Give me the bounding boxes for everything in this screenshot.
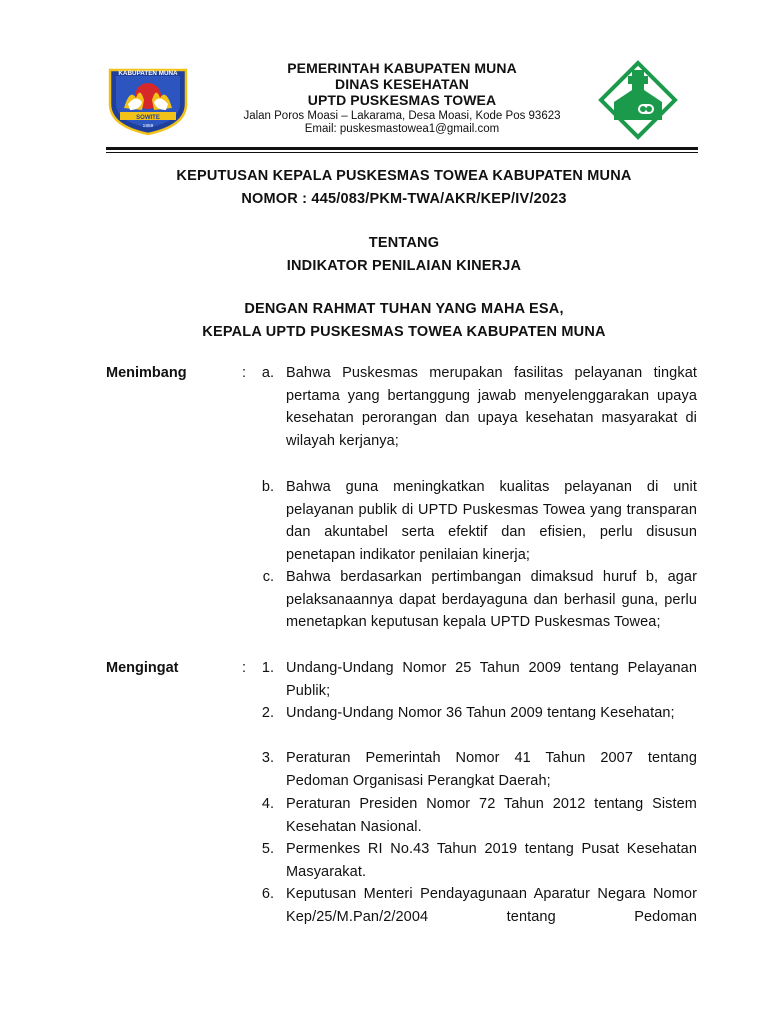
list-item-text: Undang-Undang Nomor 36 Tahun 2009 tentang Kesehatan;	[286, 705, 675, 721]
preamble-line-1: DENGAN RAHMAT TUHAN YANG MAHA ESA,	[244, 301, 564, 317]
list-marker: 3.	[261, 750, 274, 766]
puskesmas-cross-icon	[598, 60, 678, 140]
decision-heading	[80, 165, 728, 211]
menimbang-colon: :	[242, 365, 247, 381]
letterhead-email: Email: puskesmastowea1@gmail.com	[304, 123, 500, 135]
subject-heading	[80, 232, 728, 278]
list-item-text: Bahwa berdasarkan pertimbangan dimaksud huruf b, agar pelaksanaannya dapat berdayaguna dan berhasil guna, perlu menetapkan keputusan kepala UPTD Puskesmas Towea;	[286, 569, 697, 630]
subject-label: TENTANG	[368, 235, 440, 251]
menimbang-label: Menimbang	[106, 365, 187, 381]
list-marker: 4.	[261, 796, 274, 812]
preamble-line-2: KEPALA UPTD PUSKESMAS TOWEA KABUPATEN MUNA	[202, 324, 606, 340]
letterhead-rule-thin	[106, 152, 698, 153]
mengingat-colon: :	[242, 660, 247, 676]
list-item-text: Undang-Undang Nomor 25 Tahun 2009 tentang Pelayanan Publik;	[286, 660, 697, 699]
list-item-text: Permenkes RI No.43 Tahun 2019 tentang Pusat Kesehatan Masyarakat.	[286, 841, 697, 880]
mengingat-label: Mengingat	[106, 660, 179, 676]
list-item-text: Bahwa Puskesmas merupakan fasilitas pelayanan tingkat pertama yang bertanggung jawab menyelenggarakan upaya kesehatan perorangan dan upaya kesehatan masyarakat di wilayah kerjanya;	[286, 365, 697, 449]
list-marker: c.	[262, 569, 274, 585]
letterhead-government: PEMERINTAH KABUPATEN MUNA	[287, 60, 517, 76]
letterhead	[200, 60, 604, 136]
kabupaten-muna-emblem-icon	[106, 64, 190, 136]
list-marker: a.	[261, 365, 274, 381]
emblem-top-text: KABUPATEN MUNA	[118, 70, 178, 77]
letterhead-address: Jalan Poros Moasi – Lakarama, Desa Moasi, Kode Pos 93623	[243, 110, 561, 122]
decision-number: NOMOR : 445/083/PKM-TWA/AKR/KEP/IV/2023	[241, 191, 567, 207]
list-item-text: Bahwa guna meningkatkan kualitas pelayanan di unit pelayanan publik di UPTD Puskesmas Towea yang transparan dan akuntabel serta efektif dan efisien, perlu disusun penetapan indikator penilaian kinerja;	[286, 479, 697, 563]
letterhead-department: DINAS KESEHATAN	[335, 76, 469, 92]
list-item-text: Peraturan Presiden Nomor 72 Tahun 2012 tentang Sistem Kesehatan Nasional.	[286, 796, 697, 835]
list-item-text: Keputusan Menteri Pendayagunaan Aparatur Negara Nomor Kep/25/M.Pan/2/2004 tentang Pedoman	[286, 886, 697, 925]
decision-title: KEPUTUSAN KEPALA PUSKESMAS TOWEA KABUPATEN MUNA	[176, 168, 632, 184]
list-marker: b.	[261, 479, 274, 495]
subject-title: INDIKATOR PENILAIAN KINERJA	[286, 258, 522, 274]
letterhead-rule	[106, 147, 698, 150]
letterhead-unit: UPTD PUSKESMAS TOWEA	[307, 92, 497, 108]
list-marker: 1.	[261, 660, 274, 676]
emblem-year: 1959	[142, 124, 154, 129]
emblem-motto: SOWITE	[136, 115, 160, 121]
list-marker: 5.	[261, 841, 274, 857]
list-marker: 2.	[261, 705, 274, 721]
preamble-heading	[80, 298, 728, 344]
list-item-text: Peraturan Pemerintah Nomor 41 Tahun 2007 tentang Pedoman Organisasi Perangkat Daerah;	[286, 750, 697, 789]
list-marker: 6.	[261, 886, 274, 902]
